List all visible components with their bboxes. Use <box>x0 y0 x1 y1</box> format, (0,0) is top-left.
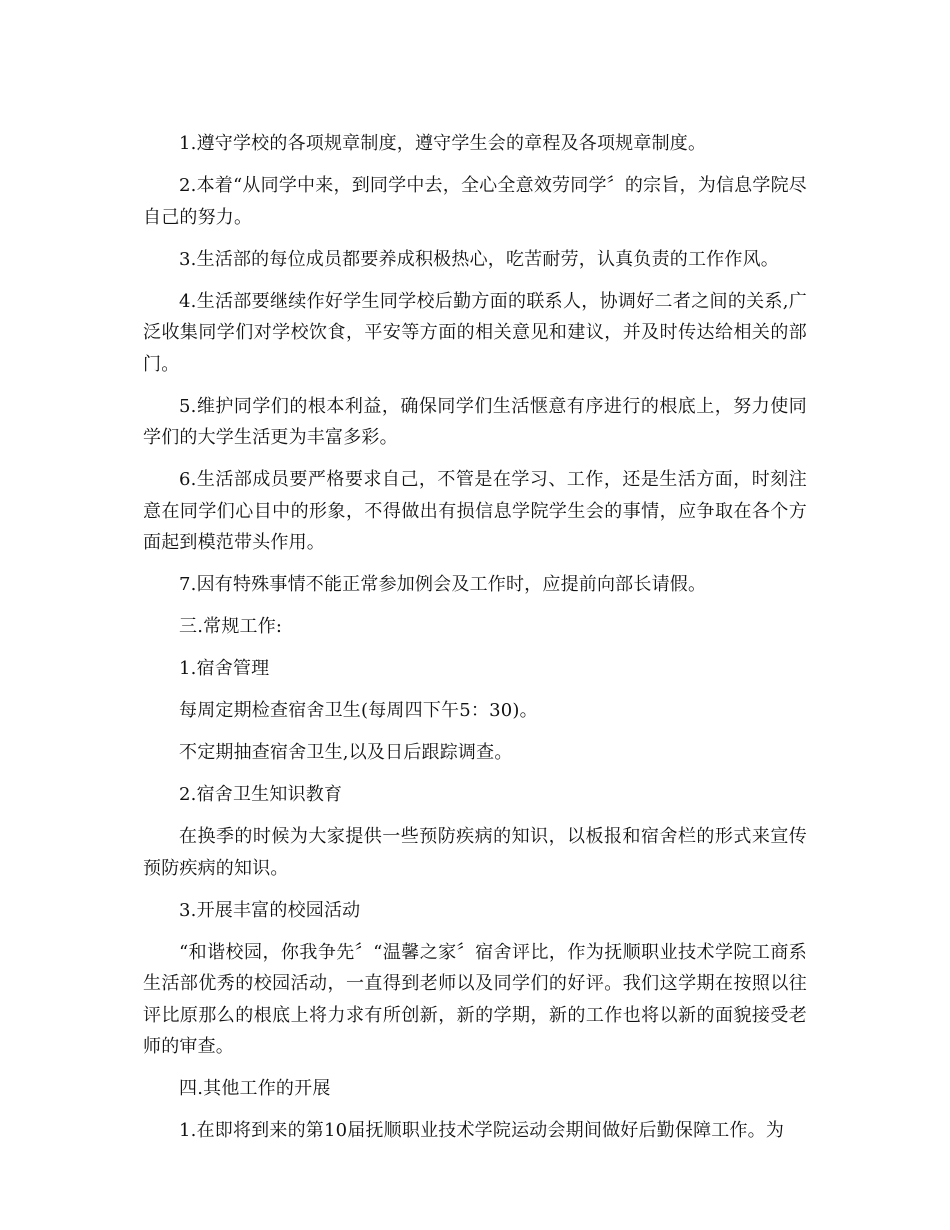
rule-6-paragraph: 6.生活部成员要严格要求自己，不管是在学习、工作，还是生活方面，时刻注意在同学们心目中的形象，不得做出有损信息学院学生会的事情，应争取在各个方面起到模范带头作用。 <box>143 469 807 553</box>
campus-activities-heading: 3.开展丰富的校园活动 <box>179 899 361 921</box>
weekly-inspection-paragraph: 每周定期检查宿舍卫生(每周四下午5：30)。 <box>179 700 538 721</box>
rule-4-paragraph: 4.生活部要继续作好学生同学校后勤方面的联系人，协调好二者之间的关系,广泛收集同学们对学校饮食，平安等方面的相关意见和建议，并及时传达给相关的部门。 <box>143 290 807 375</box>
hygiene-education-heading: 2.宿舍卫生知识教育 <box>179 784 343 805</box>
section-4-heading: 四.其他工作的开展 <box>179 1078 331 1099</box>
document-body <box>143 128 807 1157</box>
section-3-heading: 三.常规工作: <box>179 616 283 637</box>
rule-7-paragraph: 7.因有特殊事情不能正常参加例会及工作时，应提前向部长请假。 <box>179 574 707 595</box>
rule-2-paragraph: 2.本着“从同学中来，到同学中去，全心全意效劳同学〞的宗旨，为信息学院尽自己的努力。 <box>143 175 807 228</box>
rule-5-paragraph: 5.维护同学们的根本利益，确保同学们生活惬意有序进行的根底上，努力使同学们的大学生活更为丰富多彩。 <box>143 395 807 448</box>
random-inspection-paragraph: 不定期抽查宿舍卫生,以及日后跟踪调查。 <box>179 742 513 763</box>
dorm-management-heading: 1.宿舍管理 <box>179 658 270 679</box>
rule-3-paragraph: 3.生活部的每位成员都要养成积极热心，吃苦耐劳，认真负责的工作作风。 <box>179 248 779 270</box>
campus-activities-paragraph: “和谐校园，你我争先〞“温馨之家〞宿舍评比，作为抚顺职业技术学院工商系生活部优秀的校园活动，一直得到老师以及同学们的好评。我们这学期在按照以往评比原那么的根底上将力求有所创新，新的学期，新的工作也将以新的面貌接受老师的审查。 <box>143 941 807 1057</box>
hygiene-education-paragraph: 在换季的时候为大家提供一些预防疾病的知识，以板报和宿舍栏的形式来宣传预防疾病的知识。 <box>143 826 807 879</box>
sports-meet-paragraph: 1.在即将到来的第10届抚顺职业技术学院运动会期间做好后勤保障工作。为 <box>179 1120 785 1141</box>
rule-1-paragraph: 1.遵守学校的各项规章制度，遵守学生会的章程及各项规章制度。 <box>179 133 707 154</box>
